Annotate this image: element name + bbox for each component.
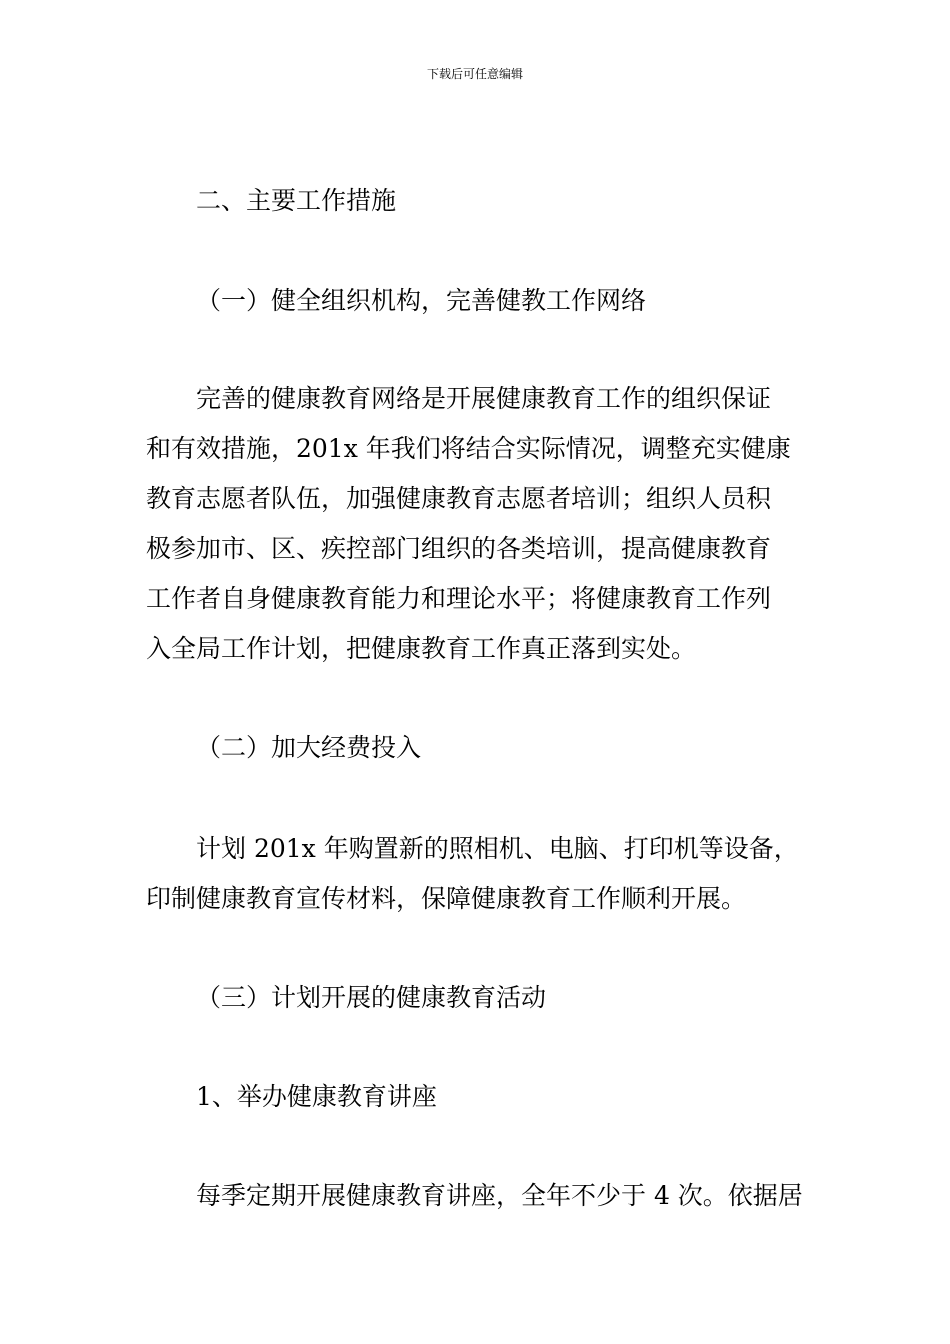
- paragraph-line: 教育志愿者队伍，加强健康教育志愿者培训；组织人员积: [146, 484, 772, 513]
- paragraph-line: 印制健康教育宣传材料，保障健康教育工作顺利开展。: [146, 884, 747, 913]
- paragraph-line: 极参加市、区、疾控部门组织的各类培训，提高健康教育: [146, 534, 772, 563]
- paragraph-network: [146, 374, 810, 674]
- subsection-title-3: （三）计划开展的健康教育活动: [196, 983, 547, 1012]
- subsection-title-1: （一）健全组织机构，完善健教工作网络: [196, 286, 647, 315]
- paragraph-line: 和有效措施，201x 年我们将结合实际情况，调整充实健康: [146, 434, 791, 463]
- page-header-note: 下载后可任意编辑: [426, 67, 523, 81]
- subsection-title-2: （二）加大经费投入: [196, 733, 422, 762]
- paragraph-line: 工作者自身健康教育能力和理论水平；将健康教育工作列: [146, 584, 772, 613]
- section-title: 二、主要工作措施: [196, 186, 397, 215]
- paragraph-line: 完善的健康教育网络是开展健康教育工作的组织保证: [196, 384, 772, 413]
- paragraph-line: 计划 201x 年购置新的照相机、电脑、打印机等设备，: [196, 834, 799, 863]
- paragraph-funding: [146, 824, 810, 924]
- paragraph-line: 入全局工作计划，把健康教育工作真正落到实处。: [146, 634, 697, 663]
- item-title-lectures: 1、举办健康教育讲座: [196, 1082, 437, 1111]
- paragraph-line: 每季定期开展健康教育讲座，全年不少于 4 次。依据居: [196, 1181, 803, 1210]
- paragraph-lectures: [146, 1171, 810, 1221]
